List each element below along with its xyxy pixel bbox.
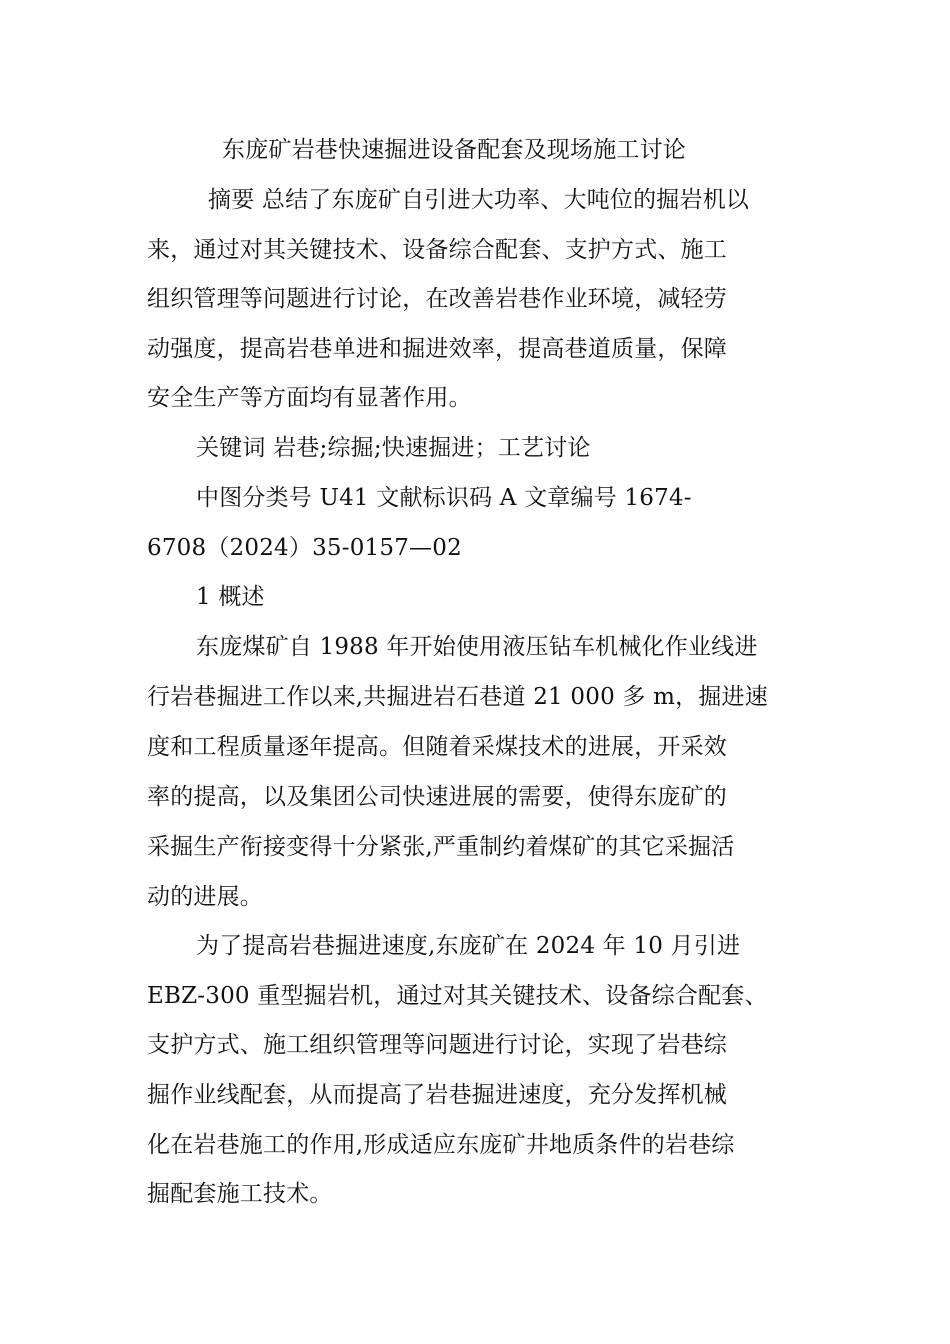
- classification-line: 6708（2024）35-0157—02: [147, 535, 462, 561]
- paragraph-line: 为了提高岩巷掘进速度,东庞矿在 2024 年 10 月引进: [196, 933, 741, 959]
- document-title: 东庞矿岩巷快速掘进设备配套及现场施工讨论: [222, 137, 686, 163]
- paragraph-line: 行岩巷掘进工作以来,共掘进岩石巷道 21 000 多 m，掘进速: [147, 684, 768, 710]
- paragraph-line: 动的进展。: [147, 884, 263, 910]
- paragraph-line: 采掘生产衔接变得十分紧张,严重制约着煤矿的其它采掘活: [147, 834, 735, 860]
- abstract-line: 来，通过对其关键技术、设备综合配套、支护方式、施工: [147, 237, 727, 263]
- paragraph-line: 率的提高，以及集团公司快速进展的需要，使得东庞矿的: [147, 784, 727, 810]
- paragraph-line: 掘作业线配套，从而提高了岩巷掘进速度，充分发挥机械: [147, 1082, 727, 1108]
- abstract-line: 动强度，提高岩巷单进和掘进效率，提高巷道质量，保障: [147, 336, 727, 362]
- paragraph-line: 支护方式、施工组织管理等问题进行讨论，实现了岩巷综: [147, 1032, 727, 1058]
- classification-line: 中图分类号 U41 文献标识码 A 文章编号 1674-: [196, 485, 692, 511]
- abstract-line: 摘要 总结了东庞矿自引进大功率、大吨位的掘岩机以: [208, 187, 750, 213]
- abstract-line: 安全生产等方面均有显著作用。: [147, 385, 472, 411]
- paragraph-line: 化在岩巷施工的作用,形成适应东庞矿井地质条件的岩巷综: [147, 1132, 735, 1158]
- paragraph-line: 度和工程质量逐年提高。但随着采煤技术的进展，开采效: [147, 734, 727, 760]
- abstract-line: 组织管理等问题进行讨论，在改善岩巷作业环境，减轻劳: [147, 286, 727, 312]
- keywords-line: 关键词 岩巷;综掘;快速掘进；工艺讨论: [196, 435, 591, 461]
- paragraph-line: 东庞煤矿自 1988 年开始使用液压钻车机械化作业线进: [196, 634, 758, 660]
- section-heading: 1 概述: [196, 584, 265, 610]
- paragraph-line: 掘配套施工技术。: [147, 1181, 333, 1207]
- paragraph-line: EBZ-300 重型掘岩机，通过对其关键技术、设备综合配套、: [147, 983, 768, 1009]
